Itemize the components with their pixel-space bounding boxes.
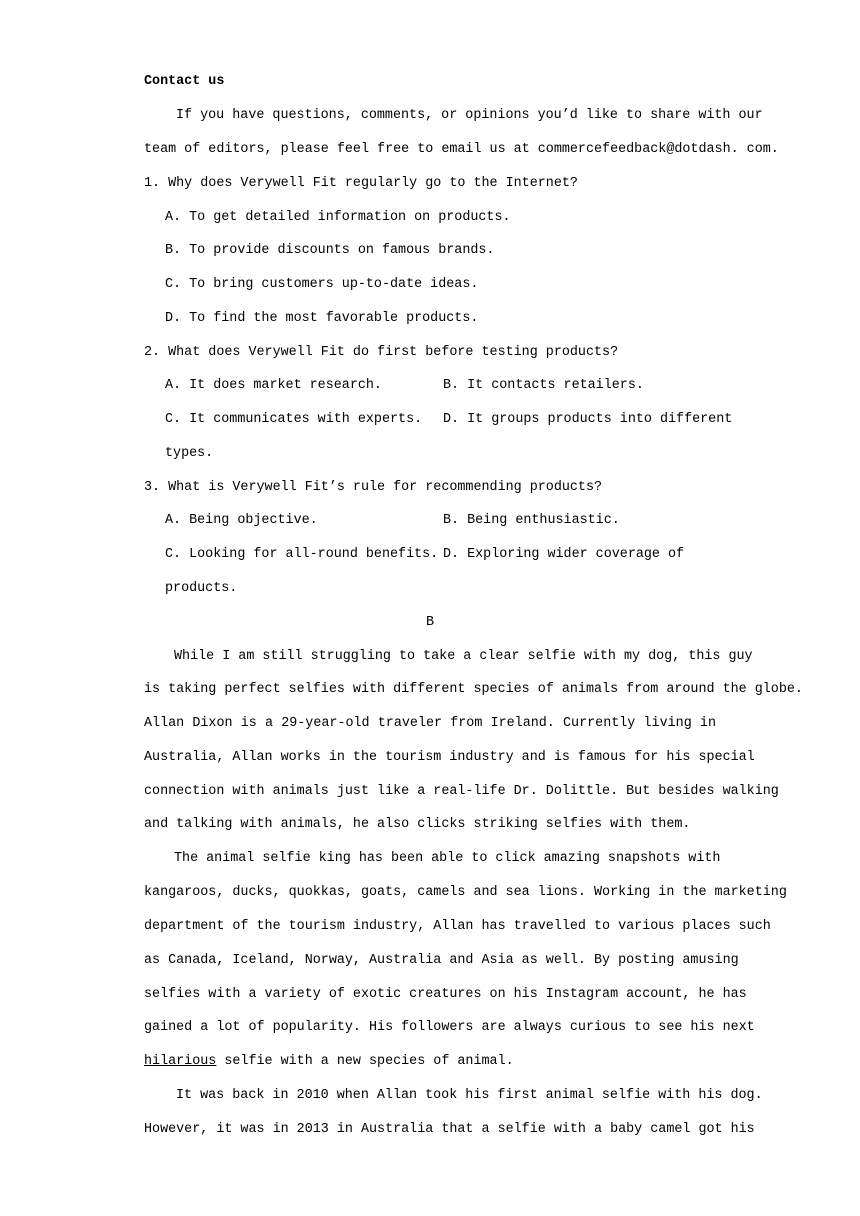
question-1-option-a: A. To get detailed information on products.	[165, 210, 511, 225]
question-2-stem: 2. What does Verywell Fit do first before testing products?	[144, 345, 619, 360]
question-3-option-a: A. Being objective.	[165, 513, 318, 528]
question-1-option-c: C. To bring customers up-to-date ideas.	[165, 277, 479, 292]
section-b-p2-line-7	[144, 1052, 716, 1072]
section-b-label: B	[425, 615, 435, 630]
section-b-p1-line-2: is taking perfect selfies with different species of animals from around the globe.	[144, 682, 803, 697]
question-1-stem: 1. Why does Verywell Fit regularly go to the Internet?	[144, 176, 578, 191]
question-3-option-b: B. Being enthusiastic.	[443, 513, 620, 528]
contact-paragraph-line-1: If you have questions, comments, or opinions you’d like to share with our	[176, 108, 763, 123]
section-b-p1-line-3: Allan Dixon is a 29-year-old traveler from Ireland. Currently living in	[144, 716, 716, 731]
question-3-option-d-continued: products.	[165, 581, 238, 596]
section-b-p2-line-6: gained a lot of popularity. His followers are always curious to see his next	[144, 1020, 755, 1035]
section-b-p2-line-2: kangaroos, ducks, quokkas, goats, camels and sea lions. Working in the marketing	[144, 885, 787, 900]
section-b-p1-line-5: connection with animals just like a real-life Dr. Dolittle. But besides walking	[144, 784, 779, 799]
question-3-stem: 3. What is Verywell Fit’s rule for recommending products?	[144, 480, 603, 495]
question-1-option-b: B. To provide discounts on famous brands.	[165, 243, 495, 258]
section-b-p2-line-3: department of the tourism industry, Allan has travelled to various places such	[144, 919, 771, 934]
section-b-p2-line-1: The animal selfie king has been able to click amazing snapshots with	[174, 851, 721, 866]
section-b-p1-line-1: While I am still struggling to take a clear selfie with my dog, this guy	[174, 649, 753, 664]
question-2-option-d: D. It groups products into different	[443, 412, 733, 427]
underlined-word-hilarious: hilarious	[144, 1054, 217, 1069]
question-2-option-a: A. It does market research.	[165, 378, 382, 393]
contact-paragraph-line-2: team of editors, please feel free to email us at commercefeedback@dotdash. com.	[144, 142, 779, 157]
section-b-p1-line-4: Australia, Allan works in the tourism industry and is famous for his special	[144, 750, 755, 765]
question-2-option-b: B. It contacts retailers.	[443, 378, 644, 393]
section-b-p3-line-1: It was back in 2010 when Allan took his first animal selfie with his dog.	[176, 1088, 763, 1103]
question-3-option-c: C. Looking for all-round benefits.	[165, 547, 439, 562]
question-2-option-c: C. It communicates with experts.	[165, 412, 423, 427]
question-3-option-d: D. Exploring wider coverage of	[443, 547, 685, 562]
contact-heading: Contact us	[144, 74, 225, 89]
section-b-p2-line-4: as Canada, Iceland, Norway, Australia and Asia as well. By posting amusing	[144, 953, 739, 968]
section-b-p2-line-5: selfies with a variety of exotic creatures on his Instagram account, he has	[144, 987, 747, 1002]
section-b-p1-line-6: and talking with animals, he also clicks striking selfies with them.	[144, 817, 691, 832]
section-b-p3-line-2: However, it was in 2013 in Australia that a selfie with a baby camel got his	[144, 1122, 755, 1137]
section-b-p2-line-7-rest: selfie with a new species of animal.	[216, 1054, 514, 1069]
question-1-option-d: D. To find the most favorable products.	[165, 311, 479, 326]
question-2-option-d-continued: types.	[165, 446, 214, 461]
